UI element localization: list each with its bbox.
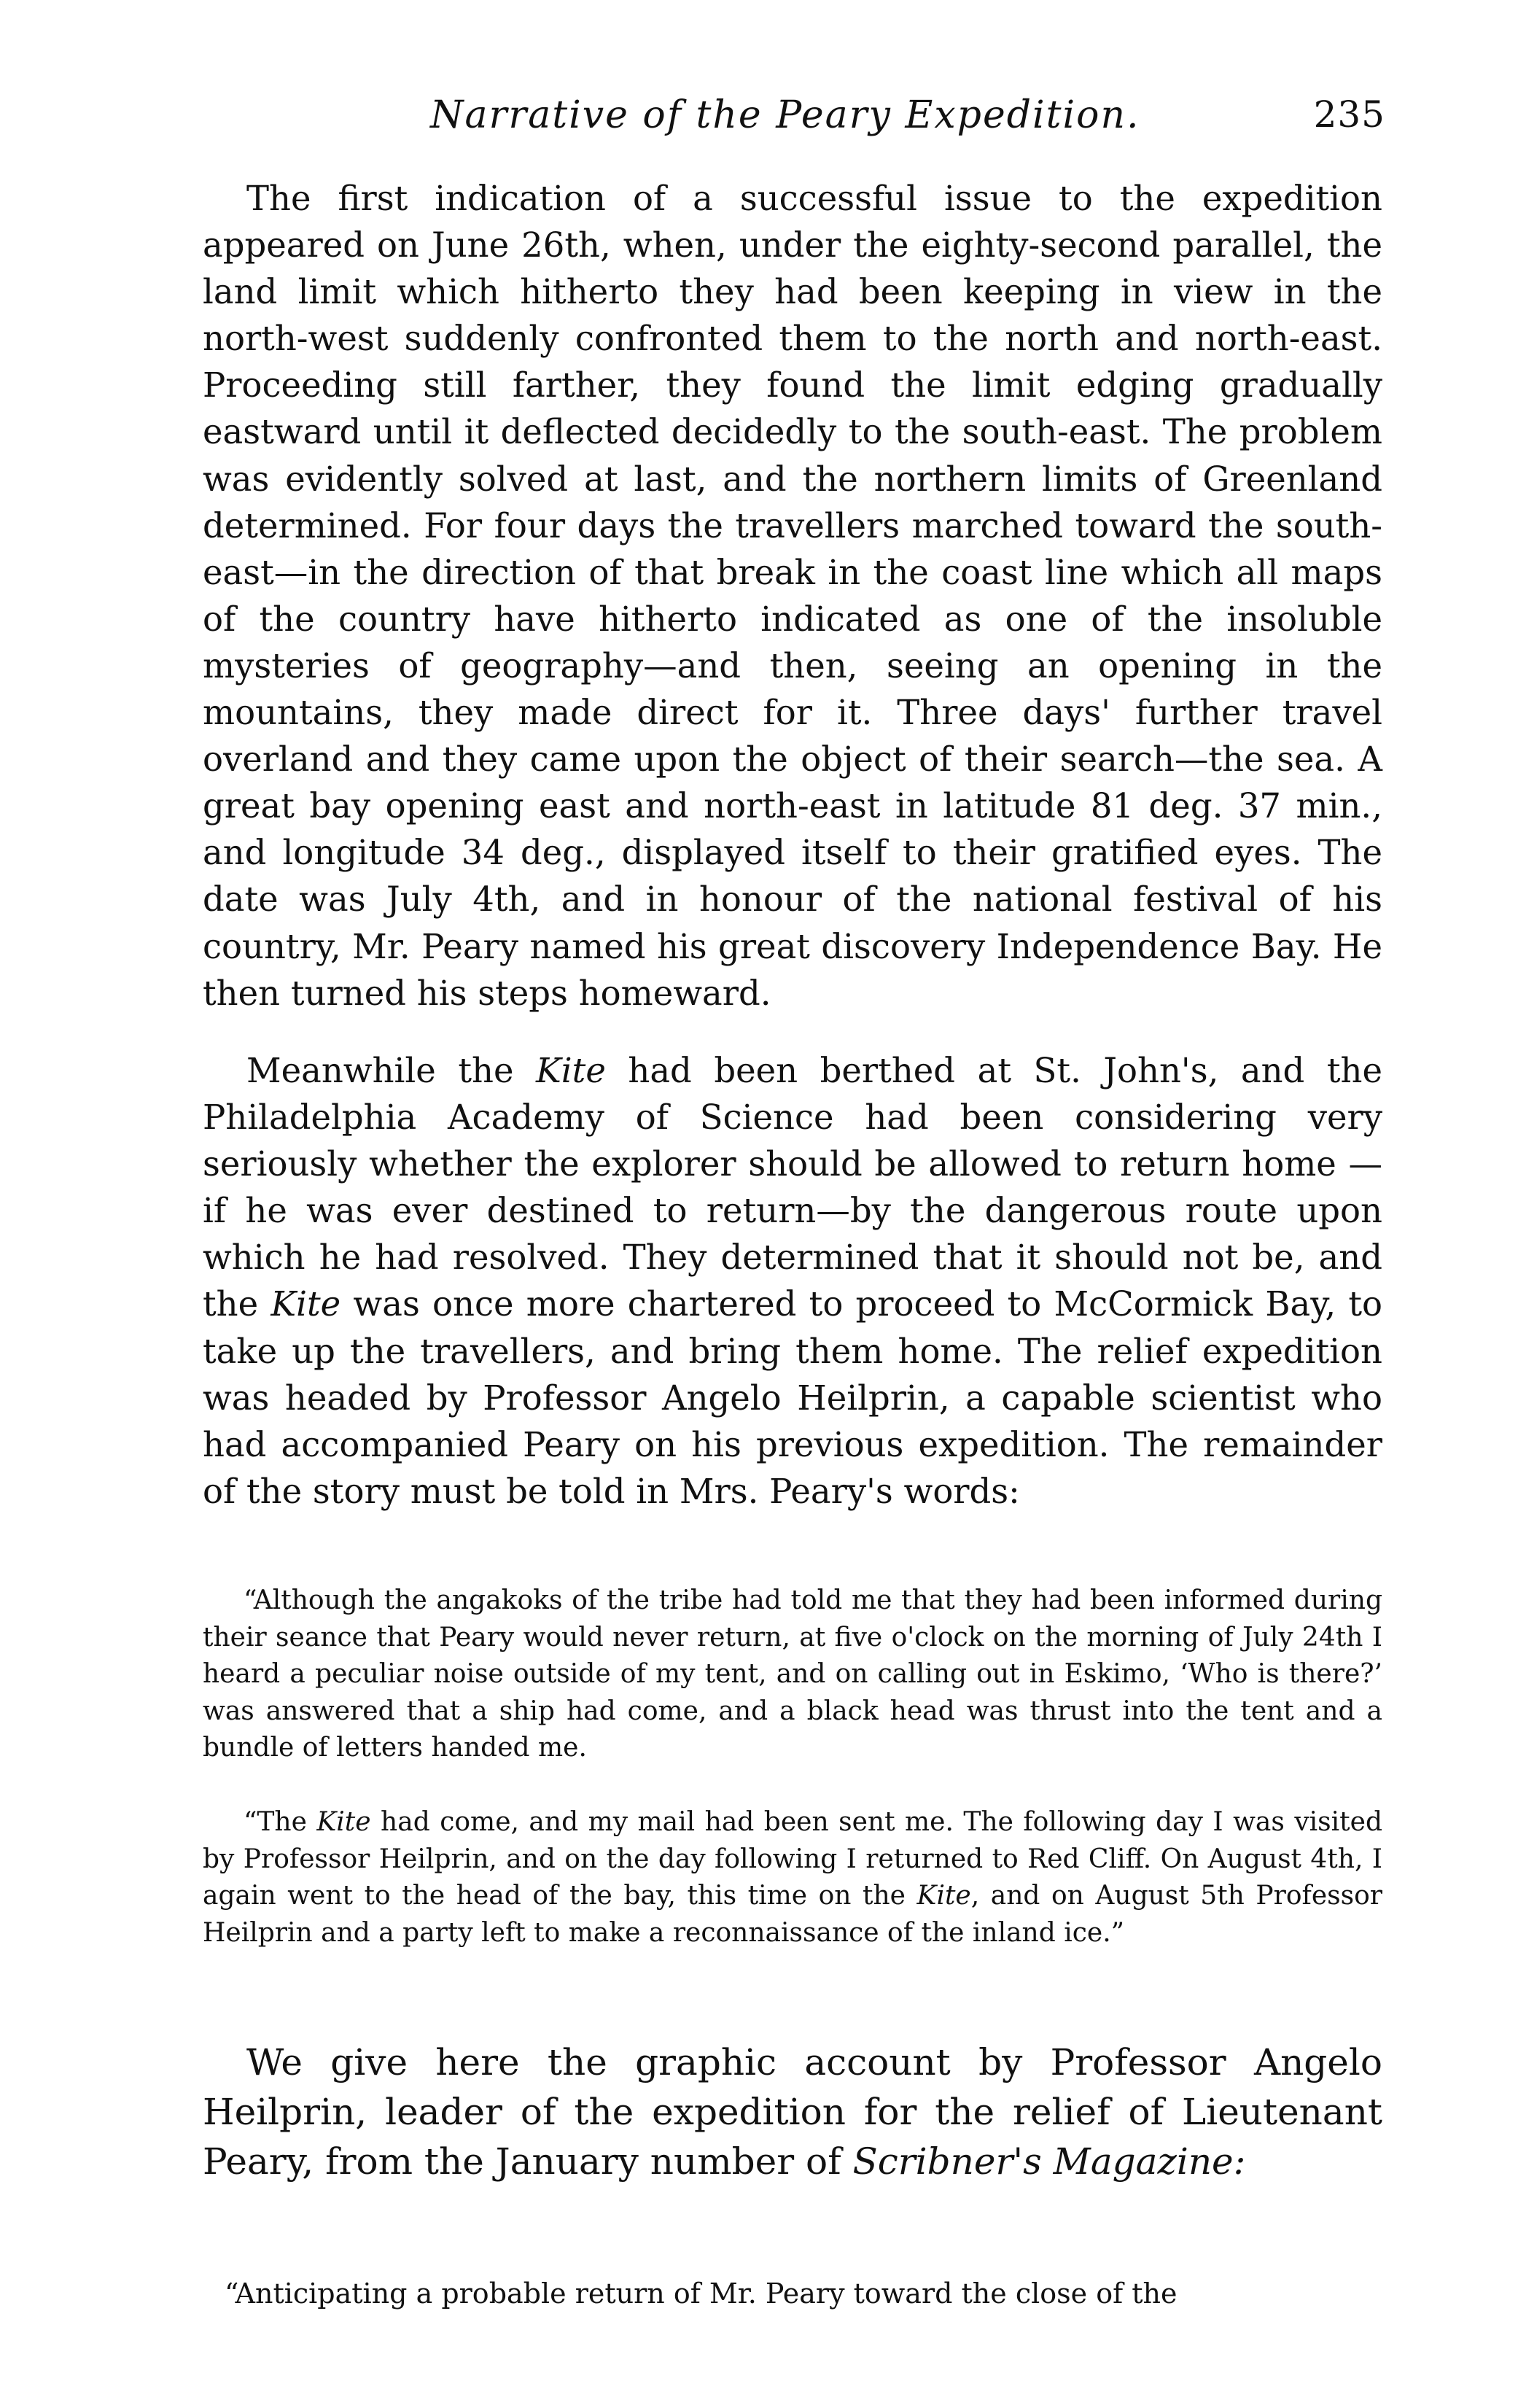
magazine-title: Scribner's Magazine: [852,2140,1246,2183]
ship-name: Kite [316,1807,371,1837]
ship-name: Kite [270,1284,341,1324]
body-paragraph-2-block [203,1047,1382,1515]
body-paragraph-1-block [203,175,1382,1017]
quote-paragraph-2-part-c: , and on August 5th Professor Heilprin and a party left to make a reconnaissance of the inland ice.” [203,1881,1382,1948]
body-paragraph-2 [203,1047,1382,1515]
running-head [408,93,1385,152]
continuation-quote-line: “Anticipating a probable return of Mr. Peary toward the close of the [225,2277,1178,2310]
body-paragraph-2-part-c: was once more chartered to proceed to McCormick Bay, to take up the travellers, and bring them home. The relief expedition was headed by Professor Angelo Heilprin, a capable scientist who had accompanied Peary on his previous expedition. The remainder of the story must be told in Mrs. Peary's words: [203,1284,1382,1511]
page-number: 235 [1313,93,1385,136]
body-paragraph-2-part-a: Meanwhile the [246,1051,537,1090]
quote-paragraph-2 [203,1804,1382,1951]
quote-paragraph-2-part-a: “The [244,1807,317,1837]
running-title: Narrative of the Peary Expedition. [430,93,1140,137]
body-paragraph-1: The first indication of a successful issue to the expedition appeared on June 26th, when, under the eighty-second parallel, the land limit which hitherto they had been keeping in view in the north-west suddenly confronted them to the north and north-east. Proceeding still farther, they found the limit edging gradually eastward until it deflected decidedly to the south-east. The problem was evidently solved at last, and the northern limits of Greenland determined. For four days the travellers marched toward the south-east—in the direction of that break in the coast line which all maps of the country have hitherto indicated as one of the insoluble mysteries of geography—and then, seeing an opening in the mountains, they made direct for it. Three days' further travel overland and they came upon the object of their search—the sea. A great bay opening east and north-east in latitude 81 deg. 37 min., and longitude 34 deg., displayed itself to their gratified eyes. The date was July 4th, and in honour of the national festival of his country, Mr. Peary named his great discovery Independence Bay. He then turned his steps homeward. [203,179,1382,1013]
body-paragraph-2-part-b: had been berthed at St. John's, and the Philadelphia Academy of Science had been considering very seriously whether the explorer should be allowed to return home —if he was ever destined to return—by the dangerous route upon which he had resolved. They determined that it should not be, and the [203,1051,1382,1324]
intro-paragraph [203,2038,1382,2186]
intro-text: We give here the graphic account by Professor Angelo Heilprin, leader of the expedition for the relief of Lieutenant Peary, from the January number of [203,2041,1382,2183]
ship-name: Kite [536,1051,606,1090]
quote-paragraph-2-part-b: had come, and my mail had been sent me. The following day I was visited by Professor Heilprin, and on the day following I returned to Red Cliff. On August 4th, I again went to the head of the bay, this time on the [203,1807,1382,1911]
quote-paragraph-1: “Although the angakoks of the tribe had told me that they had been informed during their seance that Peary would never return, at five o'clock on the morning of July 24th I heard a peculiar noise outside of my tent, and on calling out in Eskimo, ‘Who is there?’ was answered that a ship had come, and a black head was thrust into the tent and a bundle of letters handed me. [203,1585,1382,1763]
ship-name: Kite [916,1881,971,1911]
